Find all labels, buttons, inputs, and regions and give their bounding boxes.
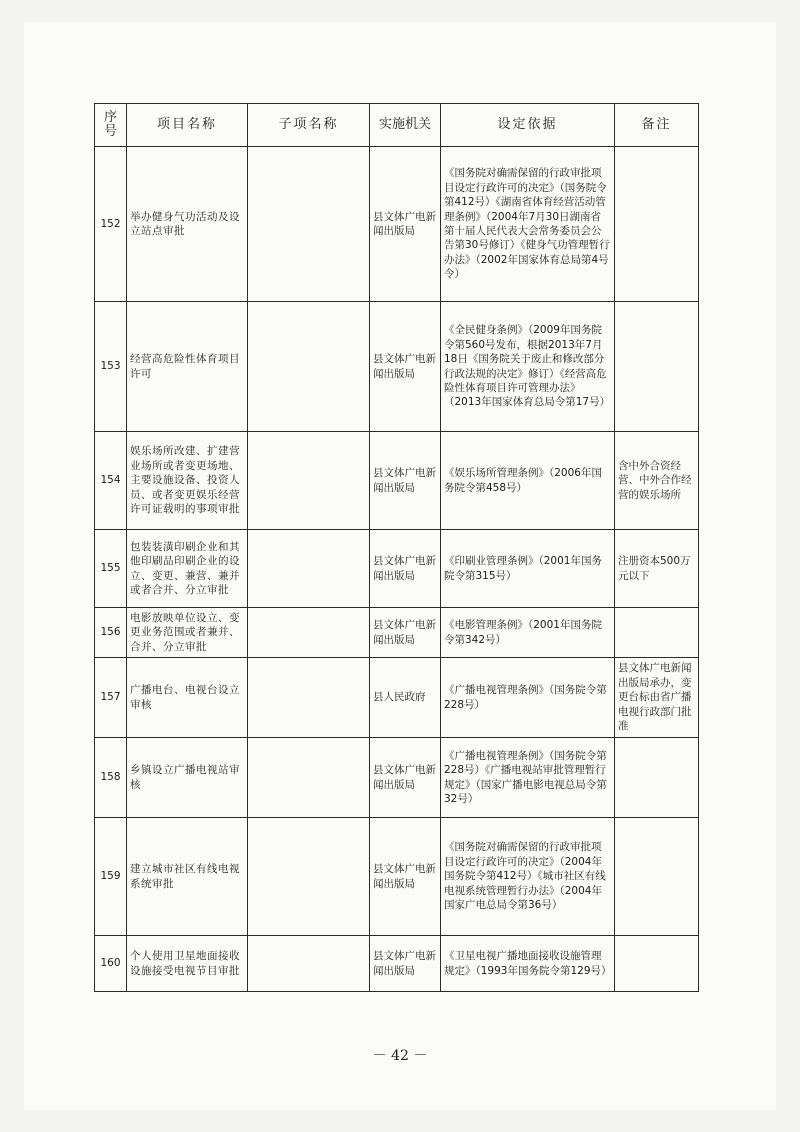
row-number: 158: [95, 738, 127, 818]
header-item-name: 项目名称: [127, 104, 248, 147]
item-name: 电影放映单位设立、变更业务范围或者兼并、合并、分立审批: [127, 608, 248, 658]
legal-basis: 《印刷业管理条例》（2001年国务院令第315号）: [441, 530, 615, 608]
header-agency: 实施机关: [370, 104, 441, 147]
row-number: 157: [95, 658, 127, 738]
header-notes: 备注: [615, 104, 699, 147]
notes: 注册资本500万元以下: [615, 530, 699, 608]
table-row: [95, 818, 699, 936]
item-name: 娱乐场所改建、扩建营业场所或者变更场地、主要设施设备、投资人员、或者变更娱乐经营许可证载明的事项审批: [127, 432, 248, 530]
item-name: 建立城市社区有线电视系统审批: [127, 818, 248, 936]
page-number: － 42 －: [372, 1048, 428, 1064]
item-name: 包装装潢印刷企业和其他印刷品印刷企业的设立、变更、兼营、兼并或者合并、分立审批: [127, 530, 248, 608]
agency: 县文体广电新闻出版局: [370, 738, 441, 818]
sub-item: [248, 658, 370, 738]
legal-basis: 《广播电视管理条例》（国务院令第228号）《广播电视站审批管理暂行规定》（国家广播电影电视总局令第32号）: [441, 738, 615, 818]
item-name: 乡镇设立广播电视站审核: [127, 738, 248, 818]
table-header-row: [95, 104, 699, 147]
header-legal-basis: 设定依据: [441, 104, 615, 147]
notes: 县文体广电新闻出版局承办，变更台标由省广播电视行政部门批准: [615, 658, 699, 738]
sub-item: [248, 738, 370, 818]
agency: 县人民政府: [370, 658, 441, 738]
table-row: [95, 608, 699, 658]
sub-item: [248, 936, 370, 992]
agency: 县文体广电新闻出版局: [370, 530, 441, 608]
row-number: 156: [95, 608, 127, 658]
row-number: 152: [95, 147, 127, 302]
table-row: [95, 147, 699, 302]
agency: 县文体广电新闻出版局: [370, 302, 441, 432]
sub-item: [248, 608, 370, 658]
table-row: [95, 658, 699, 738]
agency: 县文体广电新闻出版局: [370, 818, 441, 936]
table-row: [95, 530, 699, 608]
sub-item: [248, 818, 370, 936]
sub-item: [248, 147, 370, 302]
notes: [615, 302, 699, 432]
row-number: 159: [95, 818, 127, 936]
legal-basis: 《国务院对确需保留的行政审批项目设定行政许可的决定》（国务院令第412号）《湖南省体育经营活动管理条例》（2004年7月30日湖南省第十届人民代表大会常务委员会公告第30号修订）《健身气功管理暂行办法》（2002年国家体育总局第4号令）: [441, 147, 615, 302]
row-number: 155: [95, 530, 127, 608]
notes: 含中外合资经营、中外合作经营的娱乐场所: [615, 432, 699, 530]
legal-basis: 《娱乐场所管理条例》（2006年国务院令第458号）: [441, 432, 615, 530]
table-row: [95, 738, 699, 818]
header-sub-item: 子项名称: [248, 104, 370, 147]
approval-items-table: [94, 103, 699, 992]
notes: [615, 608, 699, 658]
table-row: [95, 432, 699, 530]
legal-basis: 《全民健身条例》（2009年国务院令第560号发布，根据2013年7月18日《国务院关于废止和修改部分行政法规的决定》修订）《经营高危险性体育项目许可管理办法》（2013年国家体育总局令第17号）: [441, 302, 615, 432]
row-number: 154: [95, 432, 127, 530]
legal-basis: 《电影管理条例》（2001年国务院令第342号）: [441, 608, 615, 658]
table-row: [95, 302, 699, 432]
agency: 县文体广电新闻出版局: [370, 608, 441, 658]
row-number: 160: [95, 936, 127, 992]
table-row: [95, 936, 699, 992]
legal-basis: 《广播电视管理条例》（国务院令第228号）: [441, 658, 615, 738]
legal-basis: 《卫星电视广播地面接收设施管理规定》（1993年国务院令第129号）: [441, 936, 615, 992]
notes: [615, 147, 699, 302]
notes: [615, 936, 699, 992]
sub-item: [248, 432, 370, 530]
header-number: 序号: [95, 104, 127, 147]
sub-item: [248, 530, 370, 608]
agency: 县文体广电新闻出版局: [370, 432, 441, 530]
legal-basis: 《国务院对确需保留的行政审批项目设定行政许可的决定》（2004年国务院令第412号）《城市社区有线电视系统管理暂行办法》（2004年国家广电总局令第36号）: [441, 818, 615, 936]
agency: 县文体广电新闻出版局: [370, 936, 441, 992]
item-name: 个人使用卫星地面接收设施接受电视节目审批: [127, 936, 248, 992]
item-name: 经营高危险性体育项目许可: [127, 302, 248, 432]
sub-item: [248, 302, 370, 432]
agency: 县文体广电新闻出版局: [370, 147, 441, 302]
notes: [615, 738, 699, 818]
item-name: 广播电台、电视台设立审核: [127, 658, 248, 738]
notes: [615, 818, 699, 936]
row-number: 153: [95, 302, 127, 432]
item-name: 举办健身气功活动及设立站点审批: [127, 147, 248, 302]
